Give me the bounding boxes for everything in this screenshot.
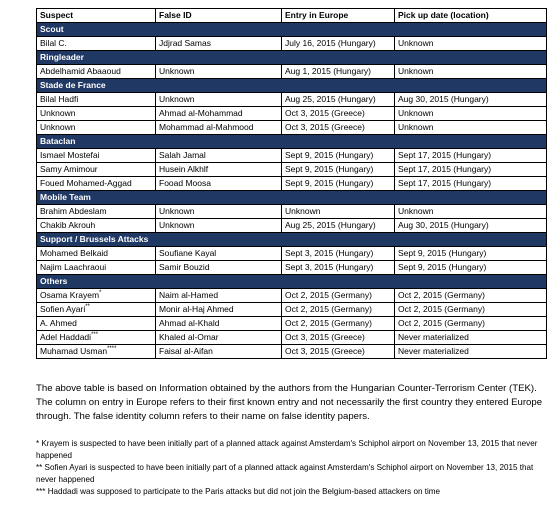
suspect-cell: Mohamed Belkaid <box>37 247 156 261</box>
entry-cell: Aug 25, 2015 (Hungary) <box>282 93 395 107</box>
table-row <box>37 247 547 261</box>
table-row <box>37 65 547 79</box>
section-title: Stade de France <box>37 79 547 93</box>
section-header-row <box>37 191 547 205</box>
pickup-cell: Never materialized <box>395 331 547 345</box>
false-id-cell: Salah Jamal <box>156 149 282 163</box>
suspect-cell: Samy Amimour <box>37 163 156 177</box>
entry-cell: Oct 2, 2015 (Germany) <box>282 317 395 331</box>
table-row <box>37 177 547 191</box>
pickup-cell: Oct 2, 2015 (Germany) <box>395 303 547 317</box>
false-id-cell: Unknown <box>156 205 282 219</box>
false-id-cell: Unknown <box>156 219 282 233</box>
pickup-cell: Sept 17, 2015 (Hungary) <box>395 177 547 191</box>
table-row <box>37 163 547 177</box>
pickup-cell: Sept 17, 2015 (Hungary) <box>395 163 547 177</box>
false-id-cell: Ahmad al-Mohammad <box>156 107 282 121</box>
section-header-row <box>37 79 547 93</box>
false-id-cell: Fooad Moosa <box>156 177 282 191</box>
section-header-row <box>37 233 547 247</box>
pickup-cell: Oct 2, 2015 (Germany) <box>395 289 547 303</box>
suspect-cell: Osama Krayem* <box>37 289 156 303</box>
pickup-cell: Unknown <box>395 205 547 219</box>
suspect-cell: Brahim Abdeslam <box>37 205 156 219</box>
pickup-cell: Aug 30, 2015 (Hungary) <box>395 93 547 107</box>
section-title: Support / Brussels Attacks <box>37 233 547 247</box>
false-id-cell: Jdjrad Samas <box>156 37 282 51</box>
header-pickup-date: Pick up date (location) <box>395 9 547 23</box>
section-title: Others <box>37 275 547 289</box>
entry-cell: Oct 3, 2015 (Greece) <box>282 121 395 135</box>
source-paragraph: The above table is based on Information obtained by the authors from the Hungarian Counter-Terrorism Center (TEK). The column on entry in Europe refers to their first known entry and not necessarily the first country they entered Europe through. The false identity column refers to their name on false identity papers. <box>36 383 543 422</box>
section-header-row <box>37 51 547 65</box>
pickup-cell: Oct 2, 2015 (Germany) <box>395 317 547 331</box>
false-id-cell: Samir Bouzid <box>156 261 282 275</box>
section-title: Bataclan <box>37 135 547 149</box>
table-row <box>37 219 547 233</box>
false-id-cell: Soufiane Kayal <box>156 247 282 261</box>
suspect-cell: Ismael Mostefai <box>37 149 156 163</box>
false-id-cell: Monir al-Haj Ahmed <box>156 303 282 317</box>
section-title: Scout <box>37 23 547 37</box>
entry-cell: Aug 25, 2015 (Hungary) <box>282 219 395 233</box>
section-title: Mobile Team <box>37 191 547 205</box>
suspect-cell: Muhamad Usman**** <box>37 345 156 359</box>
pickup-cell: Aug 30, 2015 (Hungary) <box>395 219 547 233</box>
header-row <box>37 9 547 23</box>
pickup-cell: Unknown <box>395 121 547 135</box>
table-row <box>37 107 547 121</box>
table-row <box>37 93 547 107</box>
entry-cell: Oct 3, 2015 (Greece) <box>282 107 395 121</box>
false-id-cell: Naim al-Hamed <box>156 289 282 303</box>
suspect-cell: Foued Mohamed-Aggad <box>37 177 156 191</box>
suspect-cell: Najim Laachraoui <box>37 261 156 275</box>
table-row <box>37 37 547 51</box>
table-row <box>37 303 547 317</box>
false-id-cell: Mohammad al-Mahmood <box>156 121 282 135</box>
entry-cell: Aug 1, 2015 (Hungary) <box>282 65 395 79</box>
false-id-cell: Unknown <box>156 65 282 79</box>
table-row <box>37 205 547 219</box>
footnote-ayari: ** Sofien Ayari is suspected to have been initially part of a planned attack against Amsterdam's Schiphol airport on November 13, 2015 that never happened <box>36 463 534 484</box>
false-id-cell: Faisal al-Aifan <box>156 345 282 359</box>
entry-cell: Oct 3, 2015 (Greece) <box>282 331 395 345</box>
table-body <box>37 23 547 359</box>
entry-cell: Sept 9, 2015 (Hungary) <box>282 163 395 177</box>
pickup-cell: Never materialized <box>395 345 547 359</box>
footnotes <box>36 438 548 498</box>
entry-cell: Oct 2, 2015 (Germany) <box>282 303 395 317</box>
footnote-haddadi: *** Haddadi was supposed to participate to the Paris attacks but did not join the Belgium-based attackers on time <box>36 487 441 496</box>
pickup-cell: Unknown <box>395 107 547 121</box>
false-id-cell: Ahmad al-Khald <box>156 317 282 331</box>
header-false-id: False ID <box>156 9 282 23</box>
table-row <box>37 317 547 331</box>
section-header-row <box>37 275 547 289</box>
false-id-cell: Husein Alkhlf <box>156 163 282 177</box>
pickup-cell: Sept 9, 2015 (Hungary) <box>395 261 547 275</box>
entry-cell: Sept 3, 2015 (Hungary) <box>282 247 395 261</box>
entry-cell: Sept 3, 2015 (Hungary) <box>282 261 395 275</box>
pickup-cell: Unknown <box>395 37 547 51</box>
suspect-cell: Adel Haddadi*** <box>37 331 156 345</box>
suspect-cell: Bilal Hadfi <box>37 93 156 107</box>
table-row <box>37 261 547 275</box>
suspect-cell: Sofien Ayari** <box>37 303 156 317</box>
table-row <box>37 289 547 303</box>
entry-cell: Sept 9, 2015 (Hungary) <box>282 177 395 191</box>
pickup-cell: Sept 17, 2015 (Hungary) <box>395 149 547 163</box>
entry-cell: Sept 9, 2015 (Hungary) <box>282 149 395 163</box>
suspect-cell: Bilal C. <box>37 37 156 51</box>
pickup-cell: Unknown <box>395 65 547 79</box>
header-entry-in-europe: Entry in Europe <box>282 9 395 23</box>
header-suspect: Suspect <box>37 9 156 23</box>
false-id-cell: Khaled al-Omar <box>156 331 282 345</box>
suspect-cell: Chakib Akrouh <box>37 219 156 233</box>
suspects-table <box>36 8 547 359</box>
false-id-cell: Unknown <box>156 93 282 107</box>
table-row <box>37 331 547 345</box>
section-header-row <box>37 135 547 149</box>
footnote-krayem: * Krayem is suspected to have been initially part of a planned attack against Amsterdam's Schiphol airport on November 13, 2015 that never happened <box>36 439 538 460</box>
pickup-cell: Sept 9, 2015 (Hungary) <box>395 247 547 261</box>
table-row <box>37 149 547 163</box>
suspect-cell: A. Ahmed <box>37 317 156 331</box>
table-row <box>37 121 547 135</box>
table-header <box>37 9 547 23</box>
entry-cell: Unknown <box>282 205 395 219</box>
entry-cell: Oct 3, 2015 (Greece) <box>282 345 395 359</box>
section-header-row <box>37 23 547 37</box>
section-title: Ringleader <box>37 51 547 65</box>
entry-cell: July 16, 2015 (Hungary) <box>282 37 395 51</box>
suspect-cell: Abdelhamid Abaaoud <box>37 65 156 79</box>
suspect-cell: Unknown <box>37 107 156 121</box>
table-row <box>37 345 547 359</box>
entry-cell: Oct 2, 2015 (Germany) <box>282 289 395 303</box>
suspect-cell: Unknown <box>37 121 156 135</box>
